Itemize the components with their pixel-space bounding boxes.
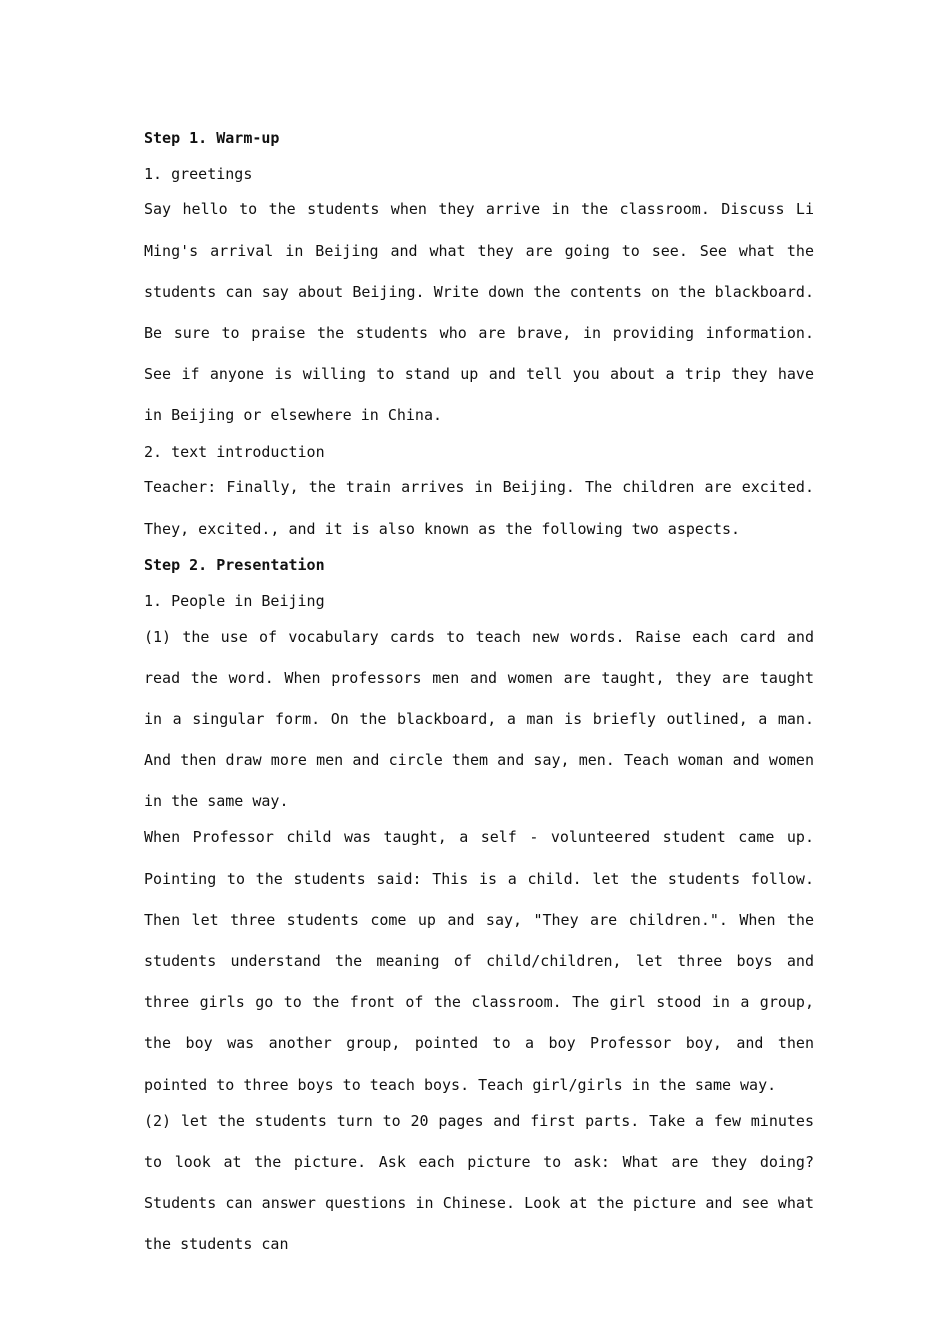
step1-item-greetings: 1. greetings xyxy=(144,165,253,183)
step1-greetings-paragraph: Say hello to the students when they arrive in the classroom. Discuss Li Ming's arrival in Beijing and what they are going to see. See what the students can say about Beijing. Write down the contents on the blackboard. Be sure to praise the students who are brave, in providing information. See if anyone is willing to stand up and tell you about a trip they have in Beijing or elsewhere in China. xyxy=(144,200,814,425)
document-body xyxy=(144,126,814,1265)
step2-vocabulary-paragraph: (1) the use of vocabulary cards to teach new words. Raise each card and read the word. When professors men and women are taught, they are taught in a singular form. On the blackboard, a man is briefly outlined, a man. And then draw more men and circle them and say, men. Teach woman and women in the same way. xyxy=(144,627,814,811)
step1-heading: Step 1. Warm-up xyxy=(144,129,280,147)
step2-picture-paragraph: (2) let the students turn to 20 pages and first parts. Take a few minutes to look at the picture. Ask each picture to ask: What are they doing? Students can answer questions in Chinese. Look at the picture and see what the students can xyxy=(144,1111,814,1254)
step1-introduction-paragraph: Teacher: Finally, the train arrives in Beijing. The children are excited. They, excited., and it is also known as the following two aspects. xyxy=(144,478,814,538)
step2-item-people-in-beijing: 1. People in Beijing xyxy=(144,592,325,611)
step2-child-children-paragraph: When Professor child was taught, a self - volunteered student came up. Pointing to the students said: This is a child. let the students follow. Then let three students come up and say, "They are children.". When the students understand the meaning of child/children, let three boys and three girls go to the front of the classroom. The girl stood in a group, the boy was another group, pointed to a boy Professor boy, and then pointed to three boys to teach boys. Teach girl/girls in the same way. xyxy=(144,828,814,1094)
step2-heading: Step 2. Presentation xyxy=(144,556,325,575)
step1-item-text-introduction: 2. text introduction xyxy=(144,443,325,462)
